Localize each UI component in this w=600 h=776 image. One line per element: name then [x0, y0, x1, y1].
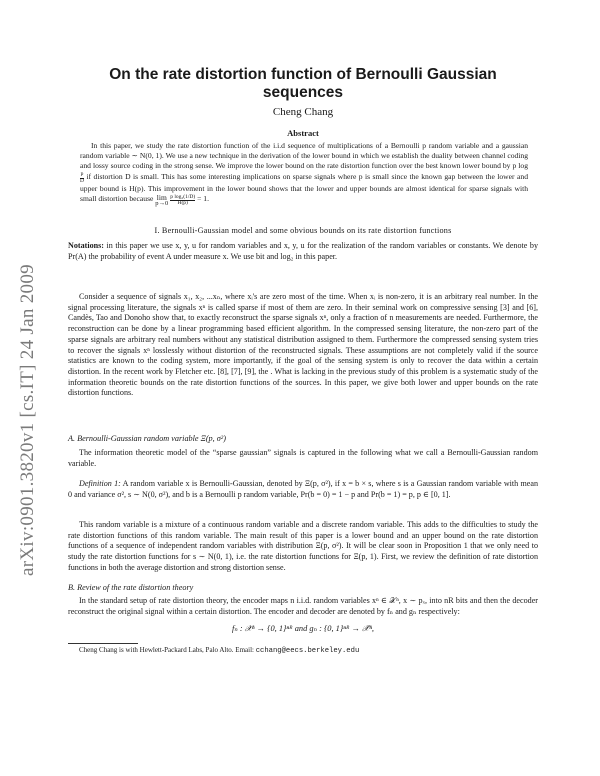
definition-text: A random variable x is Bernoulli-Gaussian, denoted by Ξ(p, σ²), if x = b × s, where s is a Gaussian random variable with mean 0 and variance σ², s ∼ N(0, σ²), and b is a Bernoulli p random variable, Pr(b = 0) = 1 − p and Pr(b = 1) = p, p ∈ [0, 1]. — [68, 479, 538, 499]
author-name: Cheng Chang — [272, 106, 334, 118]
model-paragraph — [68, 448, 538, 469]
footnote — [68, 646, 538, 655]
abstract-part-1: In this paper, we study the rate distortion function of the i.i.d sequence of multiplications of a Bernoulli p random variable and a gaussian random variable ∼ N(0, 1). We use a new technique in the derivation of the lower bound in which we establish the duality between channel coding and lossy source coding in the strong sense. We improve the lower bound on the rate distortion function over the best known lower bound by p log — [80, 141, 528, 171]
definition-paragraph — [68, 479, 538, 500]
main-result-text: This random variable is a mixture of a continuous random variable and a discrete random variable. This adds to the difficulties to study the rate distortion functions of this random variable. The main result of this paper is a lower bound and an upper bound on the rate distortion functions of a sequence of independent random variables with distribution Ξ(p, σ²). It will be clear soon in Proposition 1 that we only need to study the rate distortion functions for s ∼ N(0, 1), i.e. the rate distortion functions for Ξ(p, 1). First, we review the definition of rate distortion functions in both the average distortion and strong distortion sense. — [68, 520, 538, 572]
rate-distortion-text: In the standard setup of rate distortion theory, the encoder maps n i.i.d. random variables xⁿ ∈ 𝒳ⁿ, x ∼ pₓ, into nR bits and then the decoder reconstruct the original signal within a certain distortion. The encoder and decoder are denoted by fₙ and gₙ respectively: — [68, 596, 538, 616]
limit-fraction-num: p log₂(1/D) — [170, 193, 196, 200]
abstract-text — [80, 141, 528, 207]
limit-fraction-den: H(p) — [177, 200, 188, 207]
footnote-email[interactable]: cchang@eecs.berkeley.edu — [255, 647, 360, 655]
intro-paragraph — [68, 292, 538, 399]
paper-title: On the rate distortion function of Bernoulli Gaussian sequences — [109, 66, 497, 101]
footnote-text: Cheng Chang is with Hewlett-Packard Labs, Palo Alto. Email: — [79, 646, 256, 654]
arxiv-identifier: arXiv:0901.3820v1 [cs.IT] 24 Jan 2009 — [17, 264, 38, 576]
abstract-heading: Abstract — [287, 128, 319, 138]
notations-text: in this paper we use x, y, u for random variables and x, y, u for the realization of the random variables or constants. We denote by Pr(A) the probability of event A under measure x. We use bit and log₂ in this paper. — [68, 241, 538, 261]
notations-paragraph — [68, 241, 538, 262]
model-text: The information theoretic model of the “sparse gaussian” signals is captured in the following what we call a Bernoulli-Gaussian random variable. — [68, 448, 538, 468]
intro-text: Consider a sequence of signals x₁, x₂, ...xₙ, where xᵢ's are zero most of the time. When xᵢ is non-zero, it is an arbitrary real number. In the signal processing literature, the signals xⁿ is called sparse if most of them are zero. In their seminal work on compressive sensing [3] and [6], Candès, Tao and Donoho show that, to exactly reconstruct the sparse signals xⁿ, only a fraction of n measurements are needed. Furthermore, the reconstruction can be done by a linear programming based efficient algorithm. In the compressed sensing literature, the non-zero part of the sparse signals are arbitrary real numbers without any statistical distribution assigned to them. Furthermore the compressed sensing system tries to recover the signals xⁿ losslessly without distortion of the reconstructed signals. These assumptions are not completely valid if the source statistics are known to the coding system, more importantly, if the goal of the sensing system is only to recover the data within a certain distortion. In the recent work by Fletcher etc. [8], [7], [9], the . What is lacking in the previous study of this problem is a systematic study of the information theoretic bounds on the rate distortion functions of the sources. In this paper, we give both lower and upper bounds on the rate distortion functions. — [68, 292, 538, 398]
abstract-part-3: = 1. — [195, 194, 209, 204]
subsection-a-heading: A. Bernoulli-Gaussian random variable Ξ(p, σ²) — [68, 434, 226, 443]
limit-top: lim — [156, 193, 167, 203]
subsection-b-heading: B. Review of the rate distortion theory — [68, 583, 194, 592]
limit-expression — [155, 194, 168, 207]
abstract-part-2: if distortion D is small. This has some interesting implications on sparse signals where p is small since the known gap between the lower and upper bound is H(p). This improvement in the lower bound shows that the lower and upper bounds are almost identical for sparse signals with small distortion because — [80, 171, 528, 204]
p-over-d-num: p — [80, 171, 84, 178]
definition-label: Definition 1: — [79, 479, 121, 488]
limit-bottom: p→0 — [155, 200, 169, 208]
section-heading-1: I. Bernoulli-Gaussian model and some obvious bounds on its rate distortion functions — [154, 226, 452, 235]
footnote-rule — [68, 643, 138, 644]
encoder-decoder-equation: fₙ : 𝒳ⁿ → {0, 1}ⁿᴿ and gₙ : {0, 1}ⁿᴿ → 𝒳̂ⁿ, — [232, 624, 374, 633]
arxiv-side-label — [8, 230, 48, 610]
rate-distortion-paragraph — [68, 596, 538, 617]
notations-label: Notations: — [68, 241, 104, 250]
main-result-paragraph — [68, 520, 538, 574]
p-over-d-den: D — [80, 177, 84, 184]
limit-fraction — [170, 195, 195, 207]
